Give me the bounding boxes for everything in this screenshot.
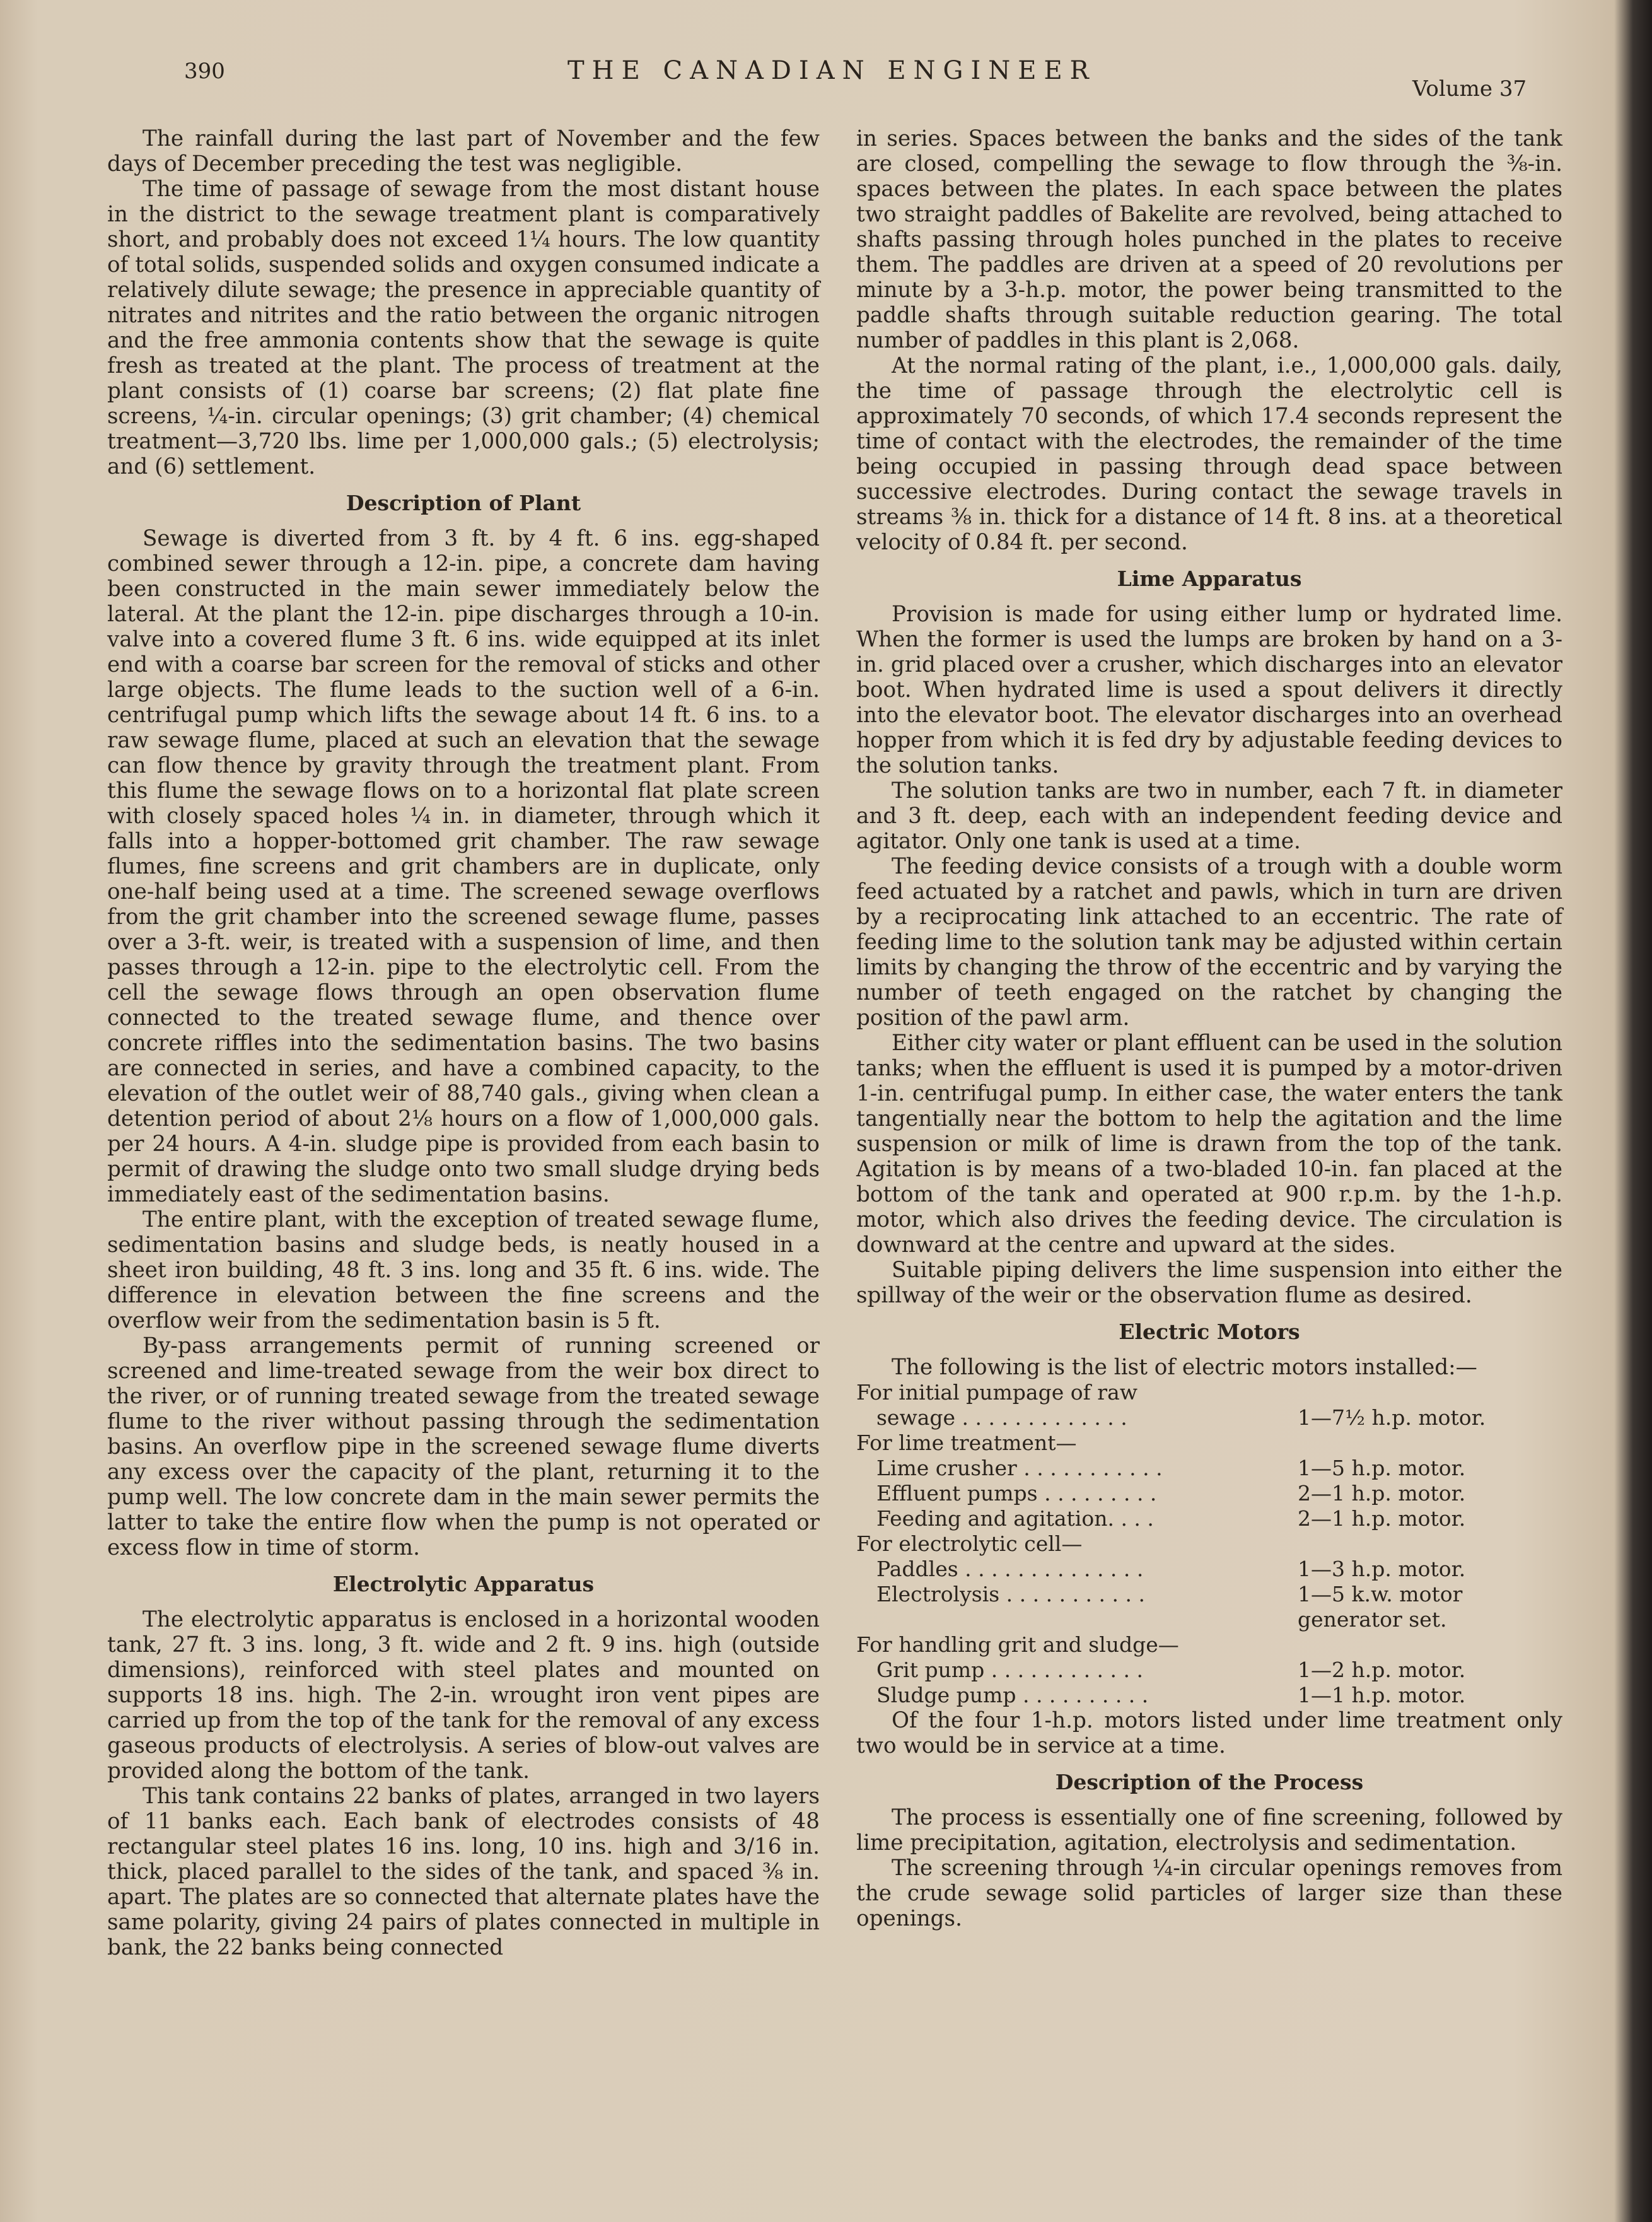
paragraph: The feeding device consists of a trough with a double worm feed actuated by a ratchet and pawls, which in turn are driven by a reciprocating link attached to an eccentric. The rate of feeding lime to the solution tank may be adjusted within certain limits by changing the throw of the eccentric and by varying the number of teeth engaged on the ratchet by changing the position of the pawl arm. bbox=[856, 854, 1562, 1031]
paragraph: At the normal rating of the plant, i.e., 1,000,000 gals. daily, the time of passage through the electrolytic cell is approximately 70 seconds, of which 17.4 seconds represent the time of contact with the electrodes, the remainder of the time being occupied in passing through dead space between successive electrodes. During contact the sewage travels in streams ⅜ in. thick for a distance of 14 ft. 8 ins. at a theoretical velocity of 0.84 ft. per second. bbox=[856, 353, 1562, 555]
page-number: 390 bbox=[184, 59, 225, 84]
paragraph: The time of passage of sewage from the most distant house in the district to the sewage treatment plant is comparatively short, and probably does not exceed 1¼ hours. The low quantity of total solids, suspended solids and oxygen consumed indicate a relatively dilute sewage; the presence in appreciable quantity of nitrates and nitrites and the ratio between the organic nitrogen and the free ammonia contents show that the sewage is quite fresh as treated at the plant. The process of treatment at the plant consists of (1) coarse bar screens; (2) flat plate fine screens, ¼-in. circular openings; (3) grit chamber; (4) chemical treatment—3,720 lbs. lime per 1,000,000 gals.; (5) electrolysis; and (6) settlement. bbox=[107, 177, 820, 479]
right-column bbox=[856, 126, 1562, 1931]
paragraph: By-pass arrangements permit of running screened or screened and lime-treated sewage from the weir box direct to the river, or of running treated sewage from the treated sewage flume to the river without passing through the sedimentation basins. An overflow pipe in the screened sewage flume diverts any excess over the capacity of the plant, returning it to the pump well. The low concrete dam in the main sewer permits the latter to take the entire flow when the pump is not operated or excess flow in time of storm. bbox=[107, 1333, 820, 1560]
motor-use: sewage . . . . . . . . . . . . . bbox=[876, 1405, 1127, 1430]
motor-list-row bbox=[856, 1380, 1562, 1405]
motor-rating: 1—1 h.p. motor. bbox=[1298, 1683, 1466, 1707]
motor-list-row bbox=[856, 1582, 1562, 1632]
motor-rating: 1—3 h.p. motor. bbox=[1298, 1557, 1466, 1581]
section-heading: Description of the Process bbox=[1055, 1770, 1364, 1794]
motor-rating: 2—1 h.p. motor. bbox=[1298, 1506, 1466, 1531]
motor-use: Sludge pump . . . . . . . . . . bbox=[876, 1683, 1149, 1707]
paragraph: The following is the list of electric motors installed:— bbox=[892, 1355, 1477, 1380]
page-header bbox=[0, 54, 1652, 102]
paragraph: Of the four 1-h.p. motors listed under lime treatment only two would be in service at a time. bbox=[856, 1708, 1562, 1758]
motor-list-row bbox=[856, 1456, 1562, 1481]
paragraph: This tank contains 22 banks of plates, arranged in two layers of 11 banks each. Each bank of electrodes consists of 48 rectangular steel plates 16 ins. long, 10 ins. high and 3/16 in. thick, placed parallel to the sides of the tank, and spaced ⅜ in. apart. The plates are so connected that alternate plates have the same polarity, giving 24 pairs of plates connected in multiple in bank, the 22 banks being connected bbox=[107, 1784, 820, 1960]
section-heading: Electric Motors bbox=[1119, 1319, 1300, 1344]
motor-rating: 1—7½ h.p. motor. bbox=[1298, 1405, 1486, 1430]
paragraph: The screening through ¼-in circular openings removes from the crude sewage solid particles of larger size than these openings. bbox=[856, 1856, 1562, 1931]
motor-rating: 2—1 h.p. motor. bbox=[1298, 1481, 1466, 1506]
motor-use: Electrolysis . . . . . . . . . . . bbox=[876, 1582, 1145, 1606]
paragraph: Provision is made for using either lump or hydrated lime. When the former is used the lumps are broken by hand on a 3-in. grid placed over a crusher, which discharges into an elevator boot. When hydrated lime is used a spout delivers it directly into the elevator boot. The elevator discharges into an overhead hopper from which it is fed dry by adjustable feeding devices to the solution tanks. bbox=[856, 602, 1562, 778]
paragraph: The rainfall during the last part of November and the few days of December preceding the test was negligible. bbox=[107, 126, 820, 177]
motor-list-row bbox=[856, 1405, 1562, 1430]
section-heading: Description of Plant bbox=[346, 491, 581, 515]
left-column bbox=[107, 126, 820, 1960]
motor-use: Paddles . . . . . . . . . . . . . . bbox=[876, 1557, 1144, 1581]
motor-category: For handling grit and sludge— bbox=[856, 1632, 1179, 1657]
journal-title: THE CANADIAN ENGINEER bbox=[567, 56, 1096, 85]
motor-category: For lime treatment— bbox=[856, 1430, 1077, 1455]
motor-use: Grit pump . . . . . . . . . . . . bbox=[876, 1658, 1143, 1682]
section-heading: Lime Apparatus bbox=[1117, 566, 1302, 591]
paragraph: Suitable piping delivers the lime suspension into either the spillway of the weir or the observation flume as desired. bbox=[856, 1258, 1562, 1308]
paragraph: Sewage is diverted from 3 ft. by 4 ft. 6 ins. egg-shaped combined sewer through a 12-in. pipe, a concrete dam having been constructed in the main sewer immediately below the lateral. At the plant the 12-in. pipe discharges through a 10-in. valve into a covered flume 3 ft. 6 ins. wide equipped at its inlet end with a coarse bar screen for the removal of sticks and other large objects. The flume leads to the suction well of a 6-in. centrifugal pump which lifts the sewage about 14 ft. 6 ins. to a raw sewage flume, placed at such an elevation that the sewage can flow thence by gravity through the treatment plant. From this flume the sewage flows on to a horizontal flat plate screen with closely spaced holes ¼ in. in diameter, through which it falls into a hopper-bottomed grit chamber. The raw sewage flumes, fine screens and grit chambers are in duplicate, only one-half being used at a time. The screened sewage overflows from the grit chamber into the screened sewage flume, passes over a 3-ft. weir, is treated with a suspension of lime, and then passes through a 12-in. pipe to the electrolytic cell. From the cell the sewage flows through an open observation flume connected to the treated sewage flume, and thence over concrete riffles into the sedimentation basins. The two basins are connected in series, and have a combined capacity, to the elevation of the outlet weir of 88,740 gals., giving when clean a detention period of about 2⅛ hours on a flow of 1,000,000 gals. per 24 hours. A 4-in. sludge pipe is provided from each basin to permit of drawing the sludge onto two small sludge drying beds immediately east of the sedimentation basins. bbox=[107, 526, 820, 1207]
paragraph: The electrolytic apparatus is enclosed in a horizontal wooden tank, 27 ft. 3 ins. long, 3 ft. wide and 2 ft. 9 ins. high (outside dimensions), reinforced with steel plates and mounted on supports 18 ins. high. The 2-in. wrought iron vent pipes are carried up from the top of the tank for the removal of any excess gaseous products of electrolysis. A series of blow-out valves are provided along the bottom of the tank. bbox=[107, 1607, 820, 1784]
motor-rating: 1—5 k.w. motor generator set. bbox=[1298, 1582, 1463, 1632]
motor-list-row bbox=[856, 1632, 1562, 1658]
motor-use: Feeding and agitation. . . . bbox=[876, 1506, 1154, 1531]
section-heading: Electrolytic Apparatus bbox=[332, 1572, 595, 1596]
motor-list-row bbox=[856, 1506, 1562, 1531]
motor-rating: 1—5 h.p. motor. bbox=[1298, 1456, 1466, 1480]
paragraph: The process is essentially one of fine screening, followed by lime precipitation, agitation, electrolysis and sedimentation. bbox=[856, 1805, 1562, 1856]
motor-use: Lime crusher . . . . . . . . . . . bbox=[876, 1456, 1163, 1480]
motor-list-row bbox=[856, 1430, 1562, 1456]
motor-rating bbox=[1298, 1430, 1562, 1456]
motor-list bbox=[856, 1380, 1562, 1708]
motor-list-row bbox=[856, 1683, 1562, 1708]
motor-rating: 1—2 h.p. motor. bbox=[1298, 1658, 1466, 1682]
volume-label: Volume 37 bbox=[1412, 76, 1527, 102]
motor-rating bbox=[1298, 1531, 1562, 1557]
paragraph: Either city water or plant effluent can be used in the solution tanks; when the effluent is used it is pumped by a motor-driven 1-in. centrifugal pump. In either case, the water enters the tank tangentially near the bottom to help the agitation and the lime suspension or milk of lime is drawn from the top of the tank. Agitation is by means of a two-bladed 10-in. fan placed at the bottom of the tank and operated at 900 r.p.m. by the 1-h.p. motor, which also drives the feeding device. The circulation is downward at the centre and upward at the sides. bbox=[856, 1031, 1562, 1258]
motor-list-row bbox=[856, 1531, 1562, 1557]
motor-list-row bbox=[856, 1557, 1562, 1582]
motor-use: Effluent pumps . . . . . . . . . bbox=[876, 1481, 1157, 1506]
paragraph: The solution tanks are two in number, each 7 ft. in diameter and 3 ft. deep, each with an independent feeding device and agitator. Only one tank is used at a time. bbox=[856, 778, 1562, 854]
motor-rating bbox=[1298, 1632, 1562, 1658]
paragraph: The entire plant, with the exception of treated sewage flume, sedimentation basins and sludge beds, is neatly housed in a sheet iron building, 48 ft. 3 ins. long and 35 ft. 6 ins. wide. The difference in elevation between the fine screens and the overflow weir from the sedimentation basin is 5 ft. bbox=[107, 1207, 820, 1333]
motor-list-row bbox=[856, 1481, 1562, 1506]
motor-list-row bbox=[856, 1658, 1562, 1683]
motor-category: For electrolytic cell— bbox=[856, 1531, 1083, 1556]
motor-category: For initial pumpage of raw bbox=[856, 1380, 1137, 1405]
paragraph: in series. Spaces between the banks and the sides of the tank are closed, compelling the sewage to flow through the ⅜-in. spaces between the plates. In each space between the plates two straight paddles of Bakelite are revolved, being attached to shafts passing through holes punched in the plates to receive them. The paddles are driven at a speed of 20 revolutions per minute by a 3-h.p. motor, the power being transmitted to the paddle shafts through suitable reduction gearing. The total number of paddles in this plant is 2,068. bbox=[856, 126, 1562, 353]
motor-rating bbox=[1298, 1380, 1562, 1405]
